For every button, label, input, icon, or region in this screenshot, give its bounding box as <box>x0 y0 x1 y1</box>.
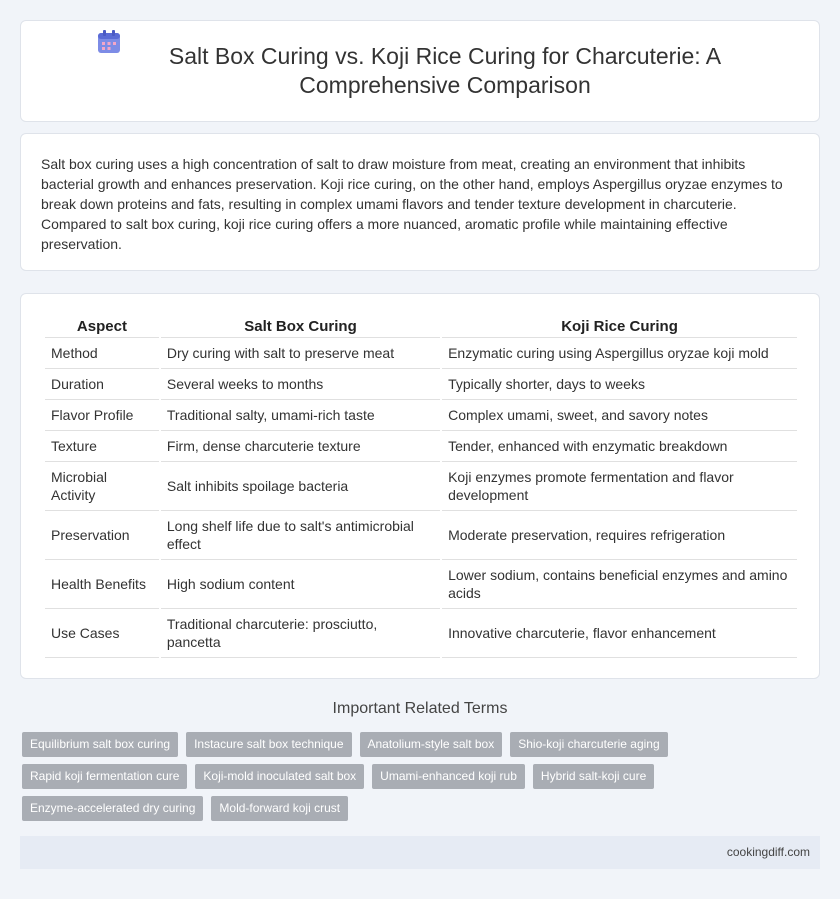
table-cell: Enzymatic curing using Aspergillus oryzae koji mold <box>442 338 797 369</box>
table-cell: Typically shorter, days to weeks <box>442 369 797 400</box>
table-row <box>45 369 797 400</box>
table-row <box>45 511 797 560</box>
header-card <box>20 20 820 122</box>
related-term-tag[interactable]: Mold-forward koji crust <box>211 796 348 821</box>
table-cell: Complex umami, sweet, and savory notes <box>442 400 797 431</box>
column-header-aspect: Aspect <box>45 314 159 338</box>
footer-site-link[interactable]: cookingdiff.com <box>726 845 810 859</box>
related-terms-list <box>22 732 822 828</box>
page-title: Salt Box Curing vs. Koji Rice Curing for Charcuterie: A Comprehensive Comparison <box>168 43 722 98</box>
table-row <box>45 431 797 462</box>
intro-paragraph: Salt box curing uses a high concentration of salt to draw moisture from meat, creating an environment that inhibits bacterial growth and enhances preservation. Koji rice curing, on the other hand, employs Aspergillus oryzae enzymes to break down proteins and fats, resulting in complex umami flavors and tender texture development in charcuterie. Compared to salt box curing, koji rice curing offers a more nuanced, aromatic profile while maintaining effective preservation. <box>41 156 783 252</box>
related-term-tag[interactable]: Umami-enhanced koji rub <box>372 764 525 789</box>
table-cell: Traditional salty, umami-rich taste <box>161 400 440 431</box>
related-term-tag[interactable]: Equilibrium salt box curing <box>22 732 178 757</box>
table-row <box>45 609 797 658</box>
table-cell: Microbial Activity <box>45 462 159 511</box>
related-term-tag[interactable]: Enzyme-accelerated dry curing <box>22 796 203 821</box>
table-cell: Tender, enhanced with enzymatic breakdown <box>442 431 797 462</box>
calendar-icon <box>95 28 123 56</box>
column-header-koji-rice: Koji Rice Curing <box>442 314 797 338</box>
table-cell: Lower sodium, contains beneficial enzymes and amino acids <box>442 560 797 609</box>
column-header-salt-box: Salt Box Curing <box>161 314 440 338</box>
related-term-tag[interactable]: Instacure salt box technique <box>186 732 351 757</box>
table-cell: Koji enzymes promote fermentation and flavor development <box>442 462 797 511</box>
intro-card <box>20 133 820 271</box>
table-cell: Moderate preservation, requires refrigeration <box>442 511 797 560</box>
table-cell: Method <box>45 338 159 369</box>
table-cell: Long shelf life due to salt's antimicrobial effect <box>161 511 440 560</box>
footer <box>20 836 820 869</box>
table-cell: Several weeks to months <box>161 369 440 400</box>
comparison-table <box>43 314 799 658</box>
table-row <box>45 338 797 369</box>
table-cell: Dry curing with salt to preserve meat <box>161 338 440 369</box>
table-cell: Duration <box>45 369 159 400</box>
table-cell: Firm, dense charcuterie texture <box>161 431 440 462</box>
table-cell: Preservation <box>45 511 159 560</box>
related-term-tag[interactable]: Koji-mold inoculated salt box <box>195 764 364 789</box>
table-cell: Salt inhibits spoilage bacteria <box>161 462 440 511</box>
related-term-tag[interactable]: Rapid koji fermentation cure <box>22 764 187 789</box>
table-header-row <box>45 314 797 338</box>
table-row <box>45 400 797 431</box>
table-row <box>45 560 797 609</box>
table-cell: Health Benefits <box>45 560 159 609</box>
table-cell: Use Cases <box>45 609 159 658</box>
header-content <box>95 42 745 100</box>
table-cell: Innovative charcuterie, flavor enhancement <box>442 609 797 658</box>
related-term-tag[interactable]: Shio-koji charcuterie aging <box>510 732 667 757</box>
related-terms-heading: Important Related Terms <box>332 700 508 717</box>
table-cell: Traditional charcuterie: prosciutto, pancetta <box>161 609 440 658</box>
table-cell: High sodium content <box>161 560 440 609</box>
table-cell: Texture <box>45 431 159 462</box>
related-term-tag[interactable]: Hybrid salt-koji cure <box>533 764 654 789</box>
related-term-tag[interactable]: Anatolium-style salt box <box>360 732 503 757</box>
table-cell: Flavor Profile <box>45 400 159 431</box>
comparison-table-card <box>20 293 820 679</box>
table-row <box>45 462 797 511</box>
